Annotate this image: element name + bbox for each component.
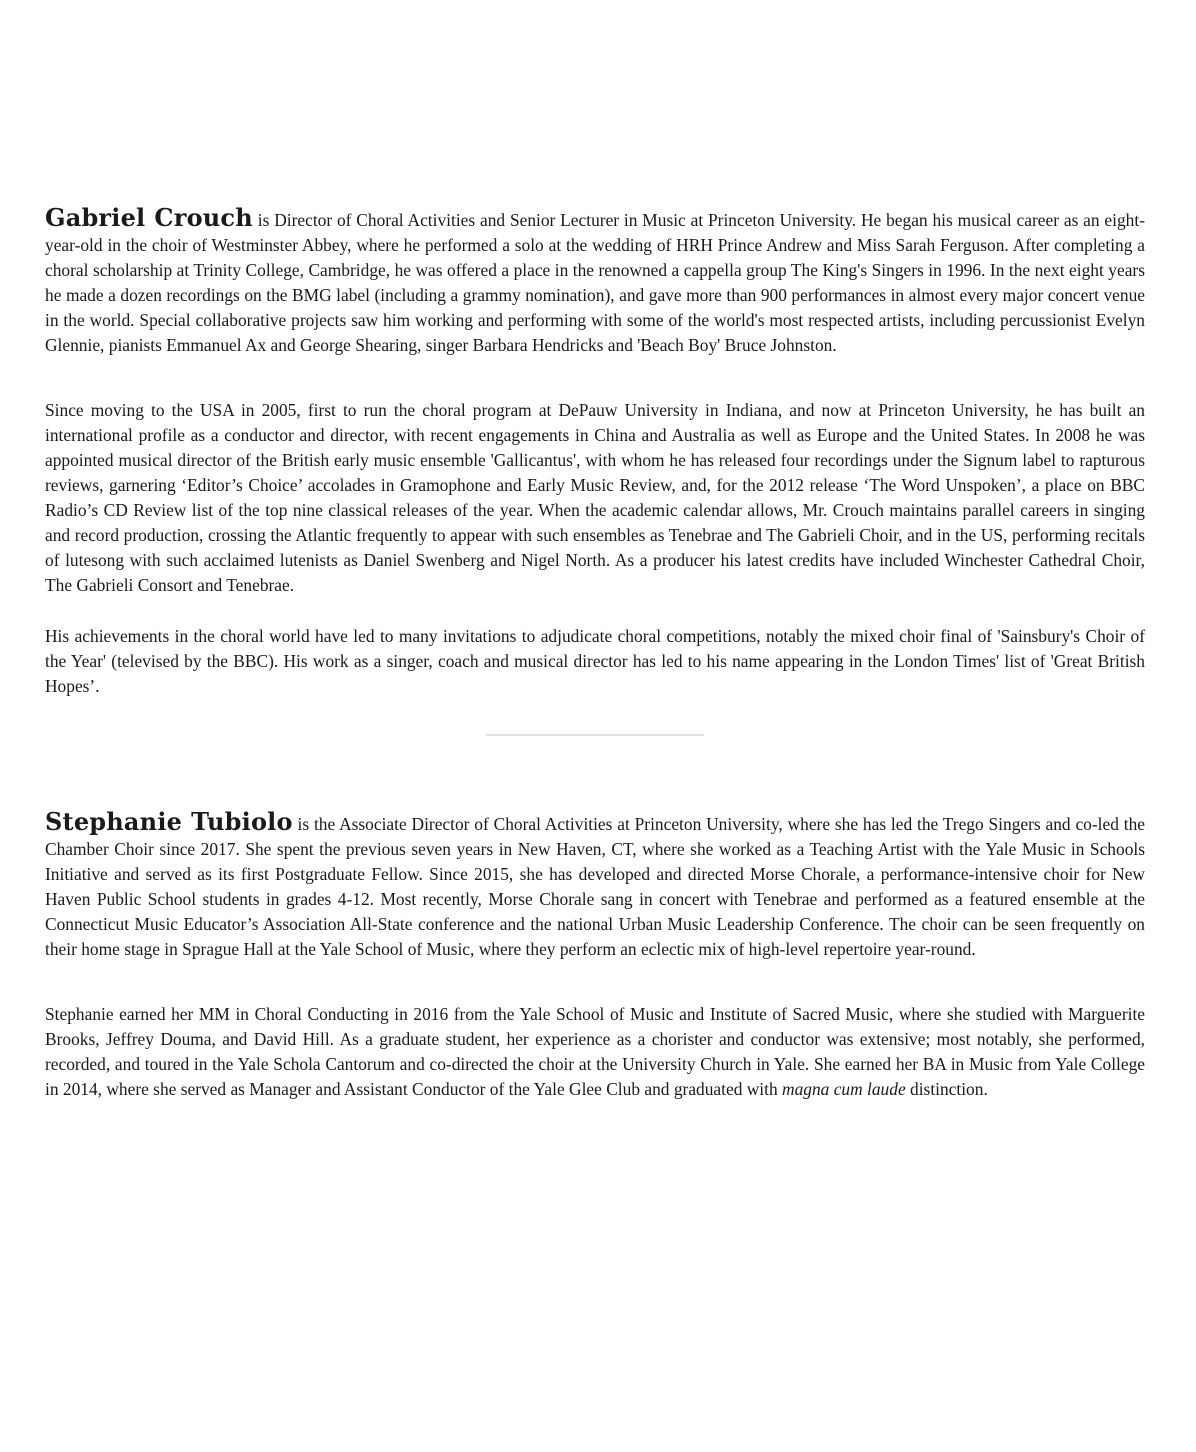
bio-paragraph: Since moving to the USA in 2005, first to run the choral program at DePauw University in Indiana, and now at Princeton University, he has built an international profile as a conductor and director, with recent engagements in China and Australia as well as Europe and the United States. In 2008 he was appointed musical director of the British early music ensemble 'Gallicantus', with whom he has released four recordings under the Signum label to rapturous reviews, garnering ‘Editor’s Choice’ accolades in Gramophone and Early Music Review, and, for the 2012 release ‘The Word Unspoken’, a place on BBC Radio’s CD Review list of the top nine classical releases of the year. When the academic calendar allows, Mr. Crouch maintains parallel careers in singing and record production, crossing the Atlantic frequently to appear with such ensembles as Tenebrae and The Gabrieli Choir, and in the US, performing recitals of lutesong with such acclaimed lutenists as Daniel Swenberg and Nigel North. As a producer his latest credits have included Winchester Cathedral Choir, The Gabrieli Consort and Tenebrae. [45,400,1145,595]
bio-paragraph [45,809,1145,962]
bio-text: is the Associate Director of Choral Activities at Princeton University, where she has led the Trego Singers and co-led the Chamber Choir since 2017. She spent the previous seven years in New Haven, CT, where she worked as a Teaching Artist with the Yale Music in Schools Initiative and served as its first Postgraduate Fellow. Since 2015, she has developed and directed Morse Chorale, a performance-intensive choir for New Haven Public School students in grades 4-12. Most recently, Morse Chorale sang in concert with Tenebrae and performed as a featured ensemble at the Connecticut Music Educator’s Association All-State conference and the national Urban Music Leadership Conference. The choir can be seen frequently on their home stage in Sprague Hall at the Yale School of Music, where they perform an eclectic mix of high-level repertoire year-round. [45,814,1145,959]
bio-paragraph [45,205,1145,358]
bio-stephanie-tubiolo [45,809,1145,1102]
bio-text: Stephanie earned her MM in Choral Conducting in 2016 from the Yale School of Music and Institute of Sacred Music, where she studied with Marguerite Brooks, Jeffrey Douma, and David Hill. As a graduate student, her experience as a chorister and conductor was extensive; most notably, she performed, recorded, and toured in the Yale Schola Cantorum and co-directed the choir at the University Church in Yale. She earned her BA in Music from Yale College in 2014, where she served as Manager and Assistant Conductor of the Yale Glee Club and graduated with [45,1004,1145,1099]
bio-paragraph [45,1002,1145,1102]
bio-name: Gabriel Crouch [45,203,253,232]
bio-gabriel-crouch [45,205,1145,699]
bios-page [45,205,1145,1102]
section-divider [486,734,704,736]
honors-text: magna cum laude [782,1079,906,1099]
bio-text: is Director of Choral Activities and Senior Lecturer in Music at Princeton University. He began his musical career as an eight-year-old in the choir of Westminster Abbey, where he performed a solo at the wedding of HRH Prince Andrew and Miss Sarah Ferguson. After completing a choral scholarship at Trinity College, Cambridge, he was offered a place in the renowned a cappella group The King's Singers in 1996. In the next eight years he made a dozen recordings on the BMG label (including a grammy nomination), and gave more than 900 performances in almost every major concert venue in the world. Special collaborative projects saw him working and performing with some of the world's most respected artists, including percussionist Evelyn Glennie, pianists Emmanuel Ax and George Shearing, singer Barbara Hendricks and 'Beach Boy' Bruce Johnston. [45,210,1145,355]
bio-name: Stephanie Tubiolo [45,807,293,836]
bio-text: distinction. [905,1079,988,1099]
bio-paragraph: His achievements in the choral world have led to many invitations to adjudicate choral competitions, notably the mixed choir final of 'Sainsbury's Choir of the Year' (televised by the BBC). His work as a singer, coach and musical director has led to his name appearing in the London Times' list of 'Great British Hopes’. [45,626,1145,696]
